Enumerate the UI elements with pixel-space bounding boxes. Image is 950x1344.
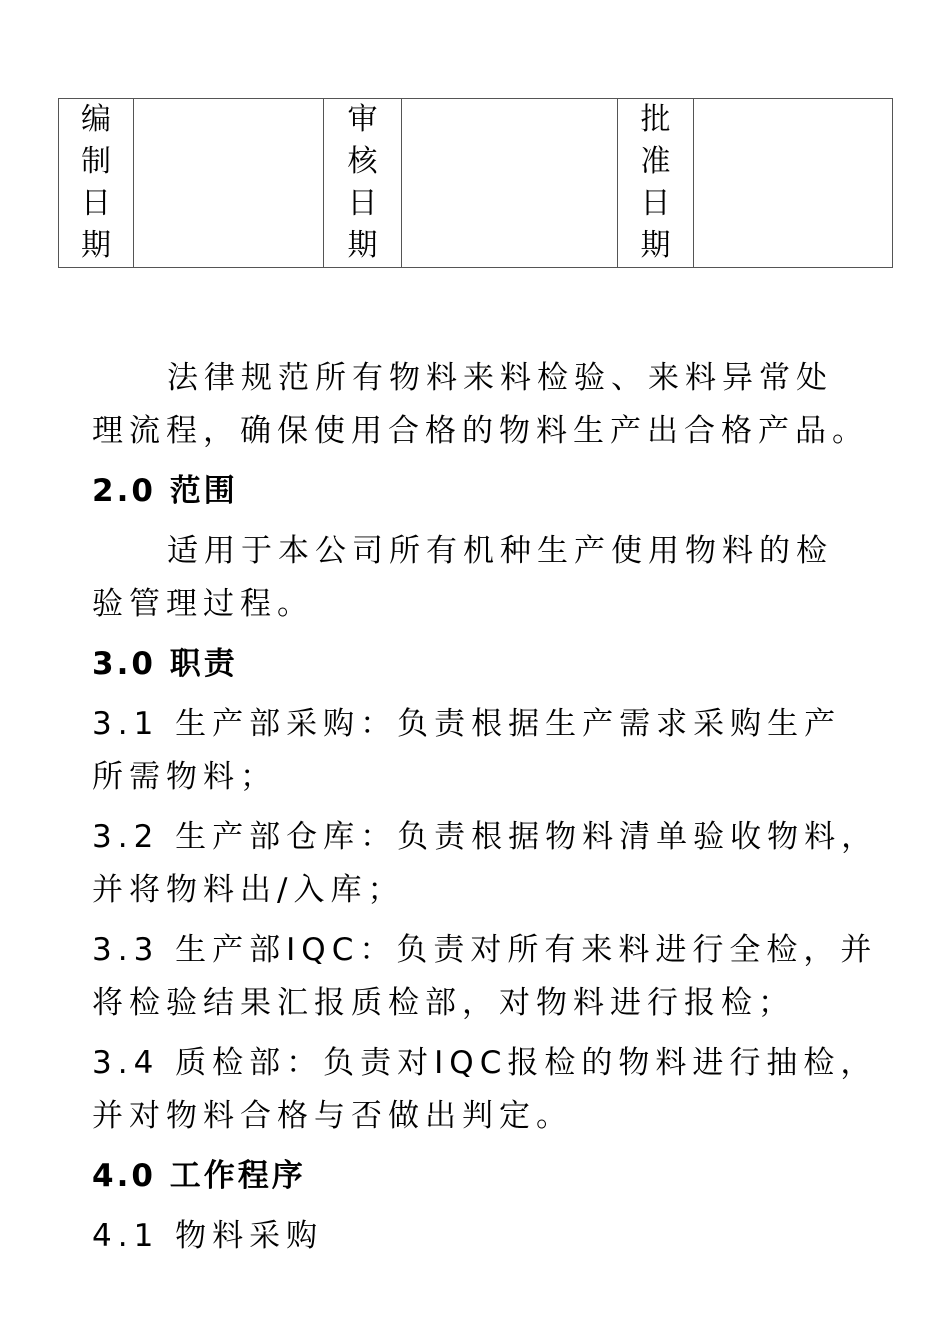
compiled-date-label: 编 制 日 期 — [59, 99, 134, 268]
document-body — [92, 352, 879, 1263]
duty-item: 3.1 生产部采购：负责根据生产需求采购生产 所需物料； — [92, 706, 842, 795]
duties-heading: 3.0 职责 — [92, 646, 238, 682]
procedure-heading: 4.0 工作程序 — [92, 1158, 306, 1194]
scope-paragraph: 适用于本公司所有机种生产使用物料的检 验管理过程。 — [92, 533, 833, 622]
approval-date-value — [694, 99, 893, 268]
duty-item: 3.3 生产部IQC：负责对所有来料进行全检，并 将检验结果汇报质检部，对物料进行报检； — [92, 932, 878, 1021]
duty-item: 3.4 质检部：负责对IQC报检的物料进行抽检， 并对物料合格与否做出判定。 — [92, 1045, 878, 1134]
review-date-value — [402, 99, 618, 268]
duty-item: 3.2 生产部仓库：负责根据物料清单验收物料， 并将物料出/入库； — [92, 819, 879, 908]
approval-date-label: 批 准 日 期 — [618, 99, 694, 268]
signature-table — [58, 98, 893, 268]
procedure-item: 4.1 物料采购 — [92, 1218, 324, 1254]
review-date-label: 审 核 日 期 — [324, 99, 402, 268]
compiled-date-value — [134, 99, 324, 268]
purpose-paragraph: 法律规范所有物料来料检验、来料异常处 理流程，确保使用合格的物料生产出合格产品。 — [92, 360, 869, 449]
scope-heading: 2.0 范围 — [92, 473, 238, 509]
